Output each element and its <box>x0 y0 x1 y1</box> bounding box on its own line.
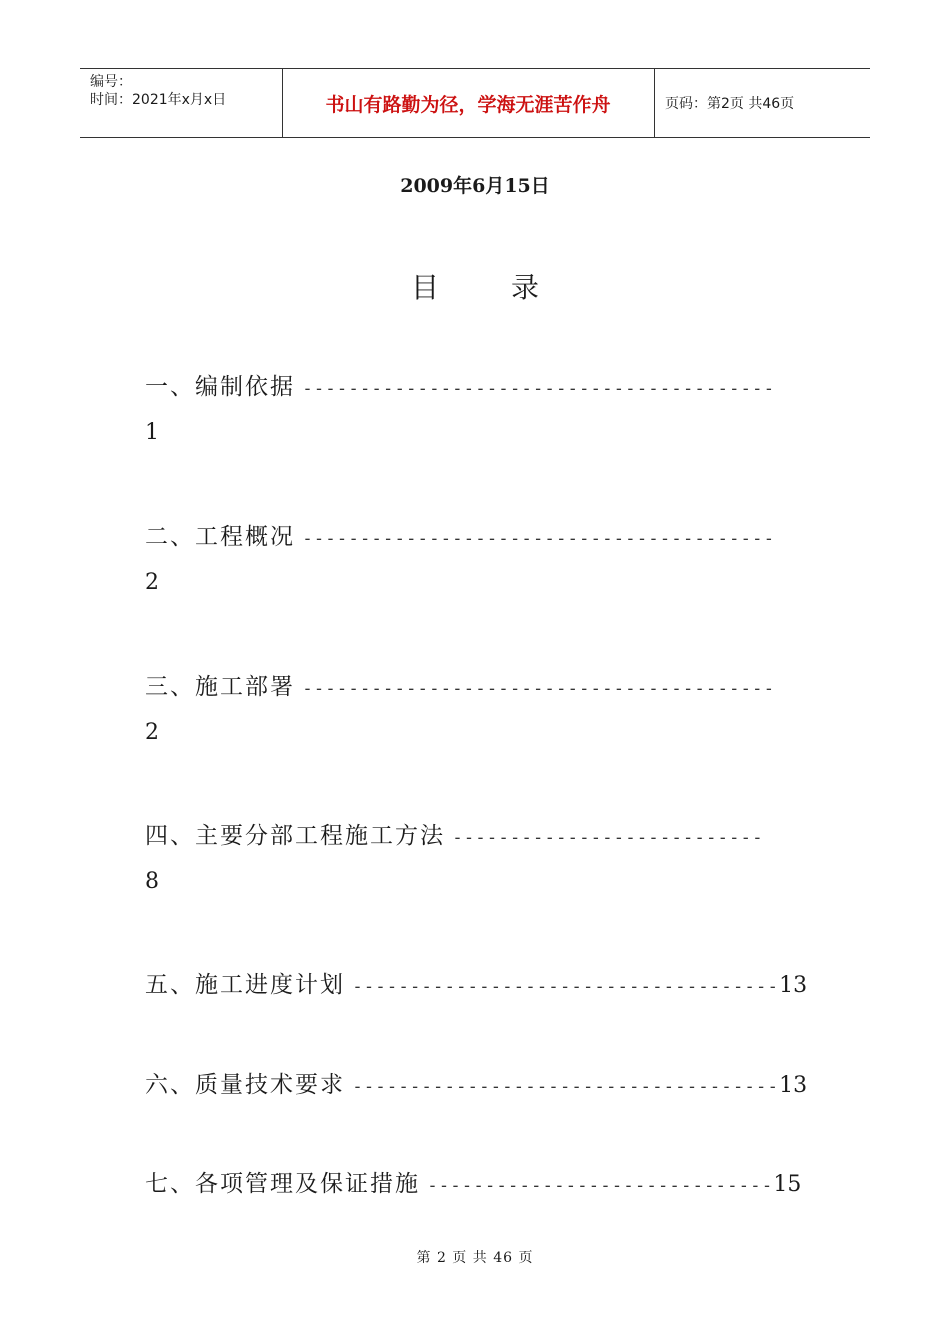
toc-leader: ------------------------------ <box>427 1176 774 1196</box>
toc-entry-page: 13 <box>779 1073 808 1098</box>
toc-entry[interactable] <box>145 668 775 701</box>
toc-leader: ----------------------------------------- <box>302 679 776 699</box>
toc-leader: ----------------------------------------- <box>302 529 776 549</box>
toc-entry-title: 三、施工部署 <box>145 674 295 700</box>
document-date: 2009年6月15日 <box>400 175 550 197</box>
toc-entry-page: 1 <box>145 420 159 445</box>
toc-entry-title: 七、各项管理及保证措施 <box>145 1171 420 1197</box>
toc-leader: ----------------------------------------- <box>302 379 776 399</box>
toc-entry-page: 15 <box>773 1172 802 1197</box>
header-page-info: 页码：第2页 共46页 <box>665 96 795 112</box>
toc-entry-title: 二、工程概况 <box>145 524 295 550</box>
header-motto: 书山有路勤为径，学海无涯苦作舟 <box>282 69 655 137</box>
toc-entry[interactable] <box>145 518 775 551</box>
toc-entry-title: 四、主要分部工程施工方法 <box>145 823 445 849</box>
toc-entry-title: 五、施工进度计划 <box>145 972 345 998</box>
toc-entry-page: 8 <box>145 869 159 894</box>
page-header <box>80 68 870 138</box>
toc-entry[interactable] <box>145 368 775 401</box>
toc-title: 目录 <box>410 271 611 304</box>
toc-entry[interactable] <box>145 1165 801 1198</box>
toc-entry-page: 2 <box>145 720 159 745</box>
header-meta-cell <box>80 69 283 137</box>
time-label: 时间：2021年x月x日 <box>90 92 227 108</box>
toc-entry[interactable] <box>145 817 764 850</box>
toc-entry-page: 13 <box>779 973 808 998</box>
toc-entry-title: 一、编制依据 <box>145 374 295 400</box>
toc-entry-page: 2 <box>145 570 159 595</box>
toc-leader: ------------------------------------- <box>352 1077 780 1097</box>
toc-leader: ------------------------------------- <box>352 977 780 997</box>
toc-entry[interactable] <box>145 966 807 999</box>
toc-leader: --------------------------- <box>452 828 764 848</box>
number-label: 编号： <box>90 74 132 90</box>
toc-entry[interactable] <box>145 1066 807 1099</box>
page-footer: 第 2 页 共 46 页 <box>416 1250 534 1266</box>
toc-entry-title: 六、质量技术要求 <box>145 1072 345 1098</box>
